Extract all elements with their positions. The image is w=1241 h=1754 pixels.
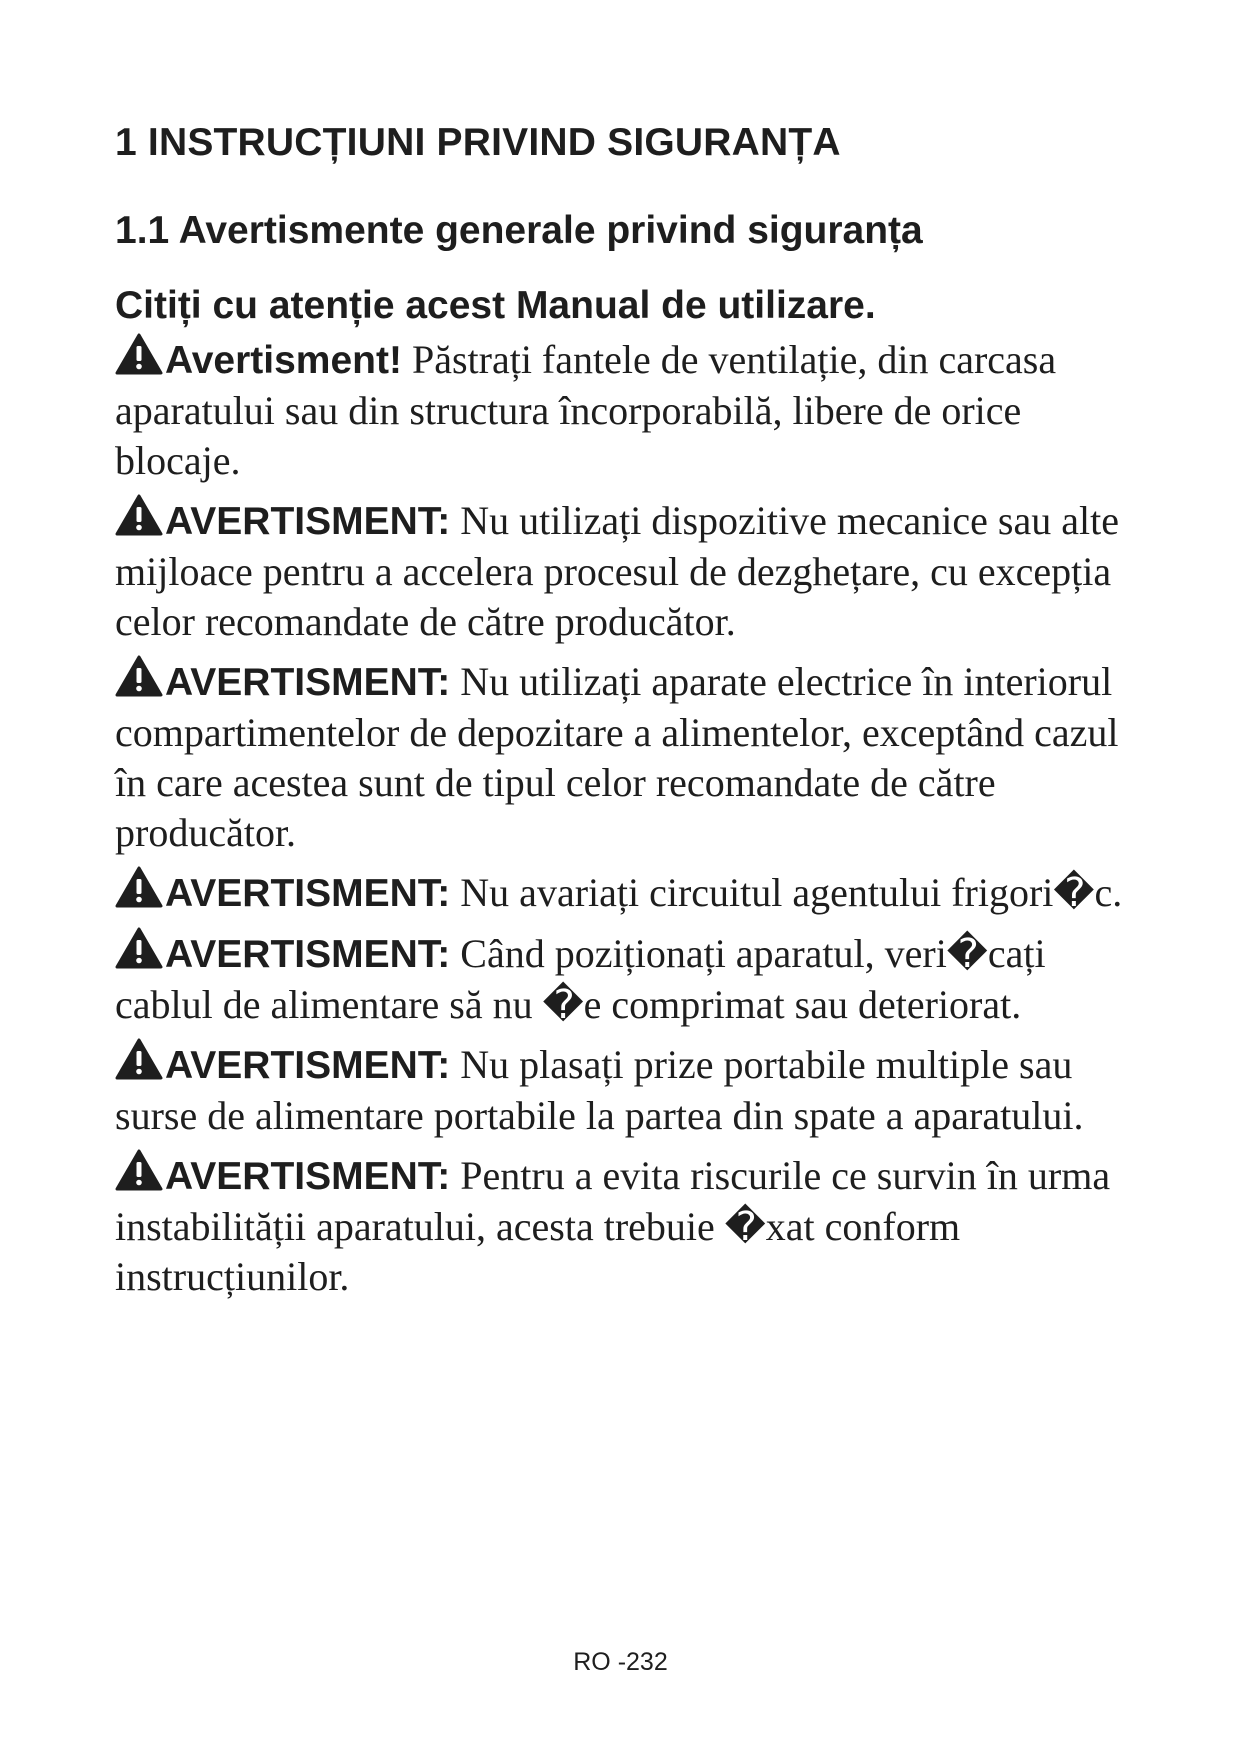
warning-text: Când poziționați aparatul, veri�cați cablul de alimentare să nu �e comprimat sau deteriorat.	[115, 931, 1046, 1027]
warning-label: AVERTISMENT:	[165, 1044, 451, 1087]
warning-item	[115, 866, 1125, 919]
warning-triangle-icon	[115, 494, 163, 536]
intro-heading: Citiți cu atenție acest Manual de utilizare.	[115, 284, 876, 327]
warning-label: AVERTISMENT:	[165, 661, 451, 704]
warning-item	[115, 333, 1125, 486]
warning-text: Nu utilizați aparate electrice în interiorul compartimentelor de depozitare a alimentelor, exceptând cazul în care acestea sunt de tipul celor recomandate de către producător.	[115, 659, 1119, 855]
warning-text: Nu plasați prize portabile multiple sau surse de alimentare portabile la partea din spate a aparatului.	[115, 1042, 1084, 1138]
warning-triangle-icon	[115, 333, 163, 375]
warning-label: AVERTISMENT:	[165, 500, 451, 543]
warning-text: Nu avariați circuitul agentului frigori�c.	[460, 870, 1123, 915]
section-title: 1 INSTRUCȚIUNI PRIVIND SIGURANȚA	[115, 121, 841, 164]
subsection-title: 1.1 Avertismente generale privind siguranța	[115, 209, 923, 252]
warning-label: AVERTISMENT:	[165, 872, 451, 915]
warning-triangle-icon	[115, 1149, 163, 1191]
warning-text: Pentru a evita riscurile ce survin în urma instabilității aparatului, acesta trebuie �xat conform instrucțiunilor.	[115, 1153, 1111, 1299]
warning-triangle-icon	[115, 655, 163, 697]
warning-item	[115, 1038, 1125, 1141]
warning-item	[115, 1149, 1125, 1302]
warning-item	[115, 494, 1125, 647]
warning-item	[115, 927, 1125, 1030]
warning-text: Păstrați fantele de ventilație, din carcasa aparatului sau din structura încorporabilă, libere de orice blocaje.	[115, 337, 1057, 483]
warning-triangle-icon	[115, 866, 163, 908]
warning-item	[115, 655, 1125, 858]
warning-label: AVERTISMENT:	[165, 933, 451, 976]
warning-triangle-icon	[115, 927, 163, 969]
warning-triangle-icon	[115, 1038, 163, 1080]
warning-text: Nu utilizați dispozitive mecanice sau alte mijloace pentru a accelera procesul de dezghețare, cu excepția celor recomandate de către producător.	[115, 498, 1119, 644]
warnings-list	[115, 333, 1125, 1302]
warning-label: AVERTISMENT:	[165, 1155, 451, 1198]
page-content	[115, 118, 1125, 1310]
page-number: RO -232	[573, 1648, 668, 1676]
warning-label: Avertisment!	[165, 339, 402, 382]
